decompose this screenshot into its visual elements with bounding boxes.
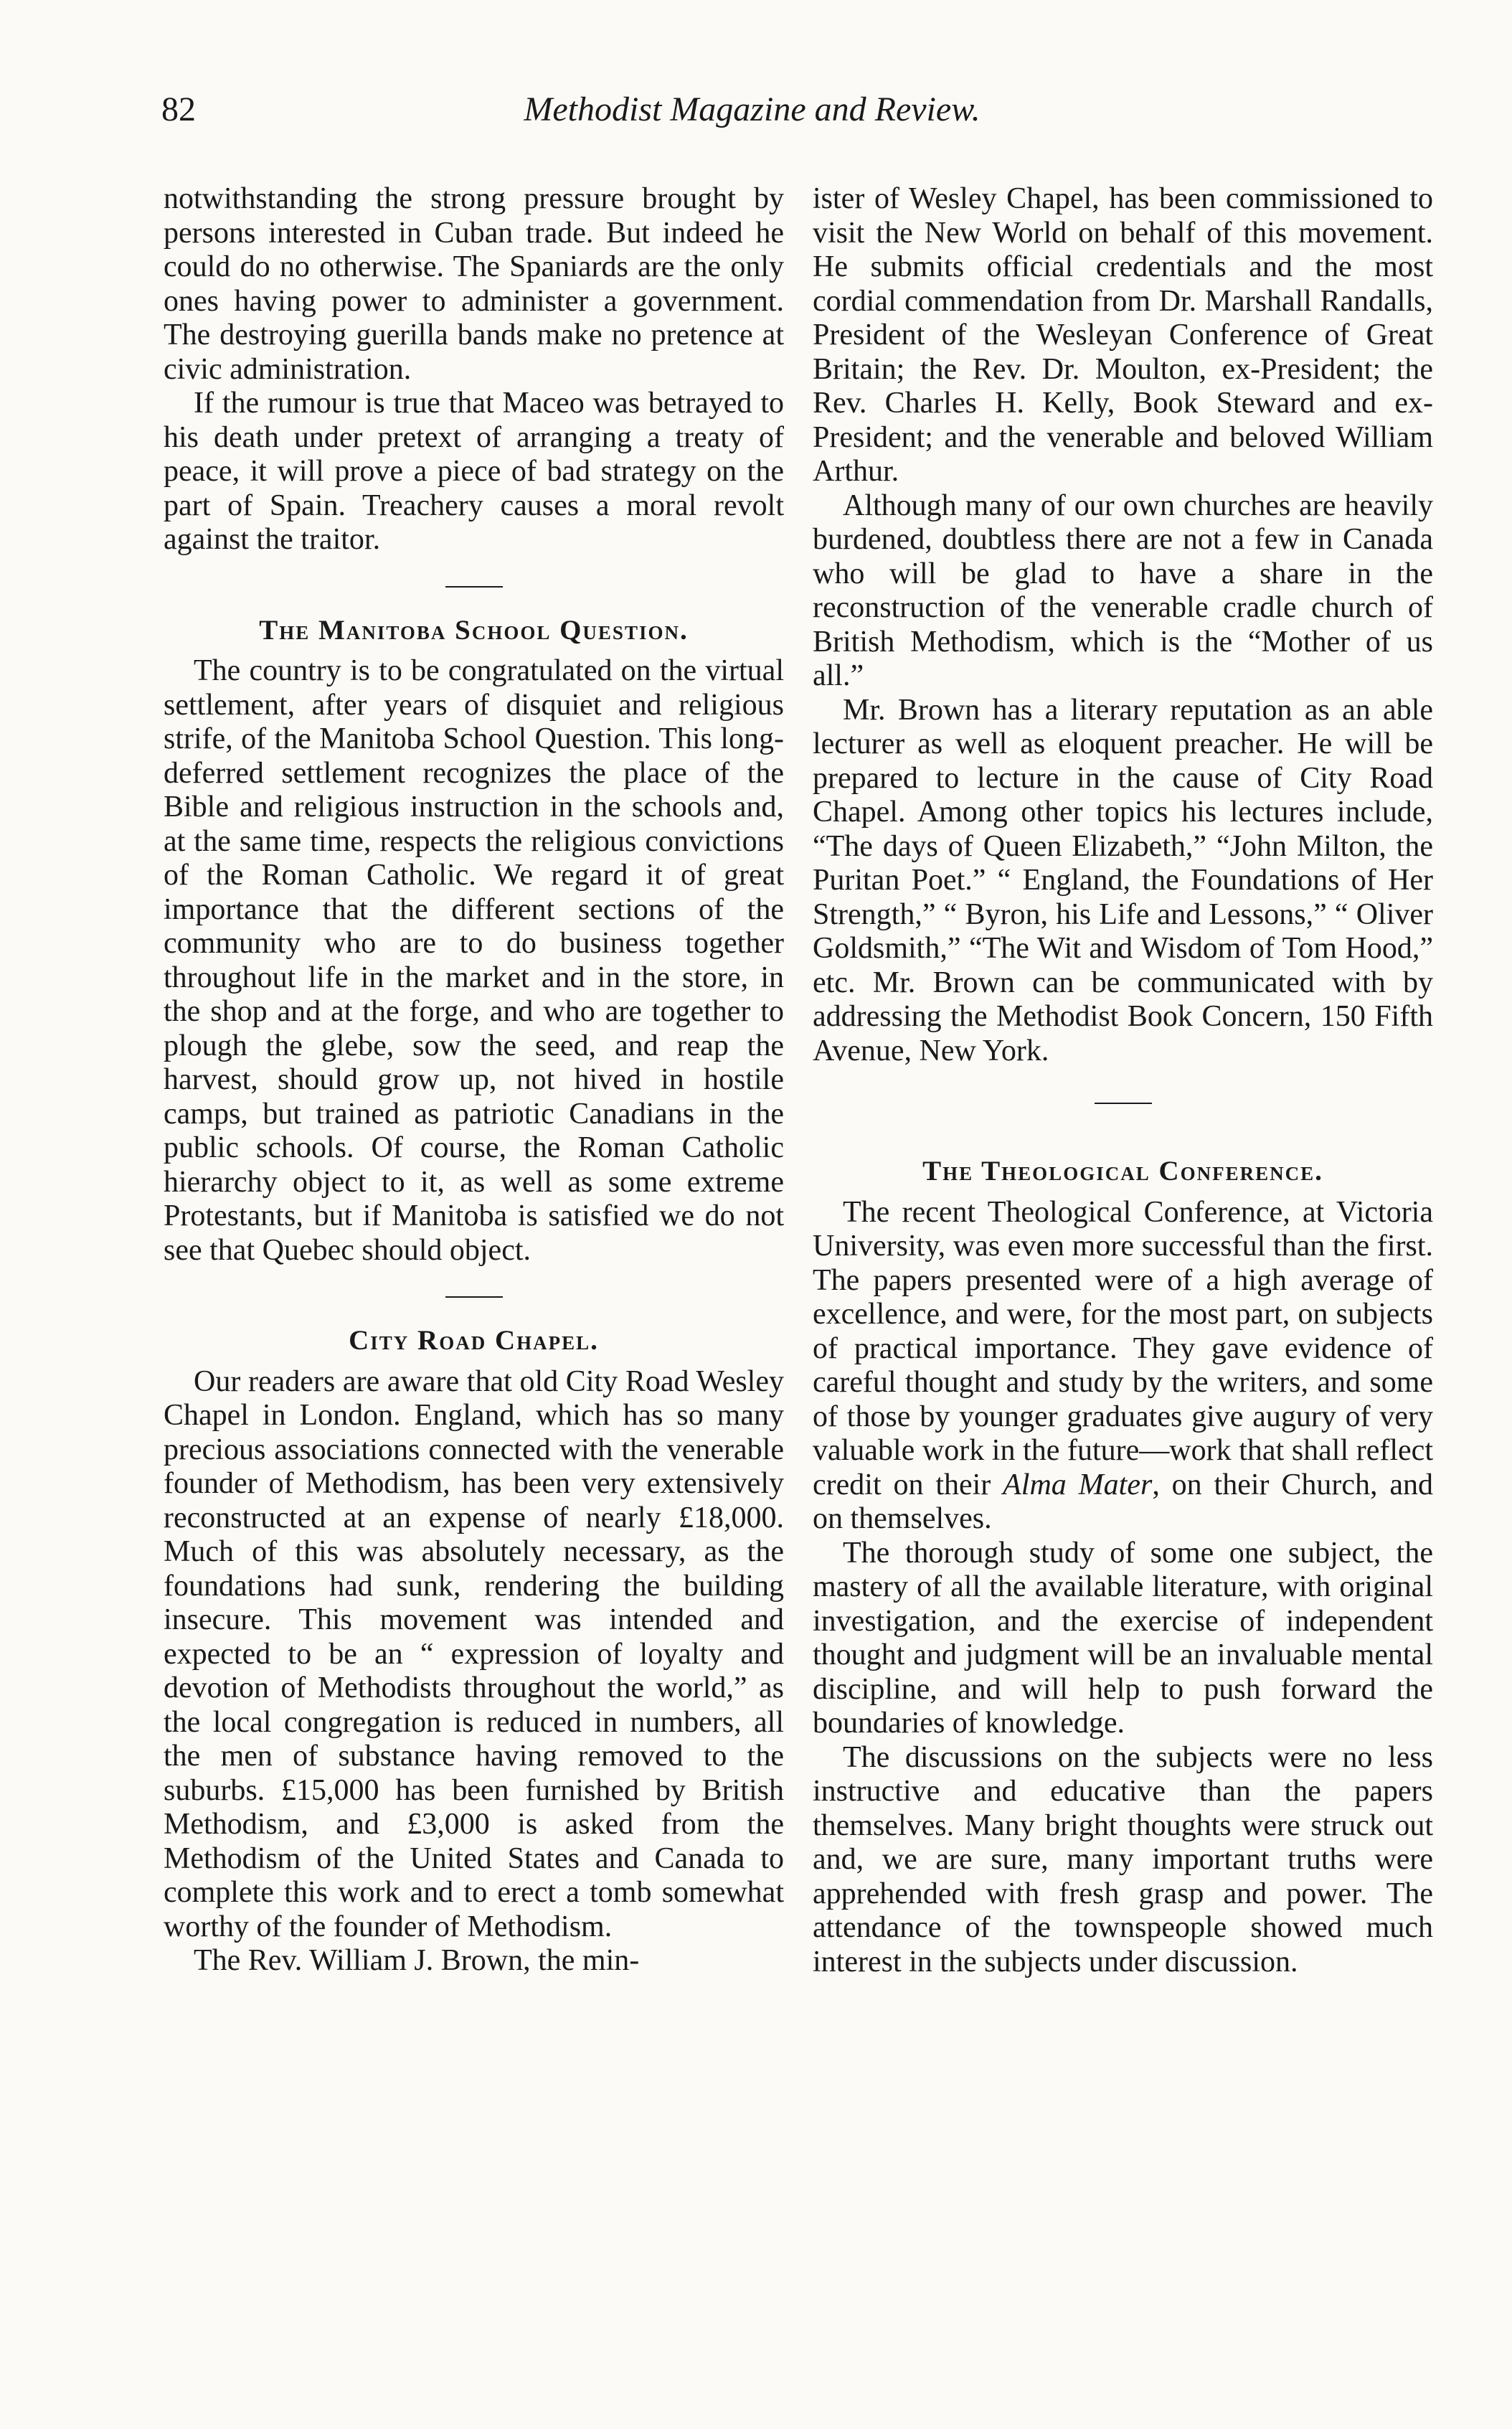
alma-mater-italic: Alma Mater: [1003, 1468, 1153, 1501]
paragraph-churches: Although many of our own churches are heavily burdened, doubtless there are not a few in Canada who will be glad to have a share in the reconstruction of the venerable cradle church of British Methodism, which is the “Mother of us all.”: [813, 489, 1433, 692]
paragraph-conference: [813, 1196, 1433, 1537]
section-divider: [1095, 1103, 1152, 1104]
paragraph-discussions: The discussions on the subjects were no less instructive and educative than the papers themselves. Many bright thoughts were struck out and, we are sure, many important truths were apprehended with fresh grasp and power. The attendance of the townspeople showed much interest in the subjects under discussion.: [813, 1740, 1433, 1978]
conference-text-b: , on their Church, and on themselves.: [813, 1468, 1433, 1535]
paragraph-lectures: Mr. Brown has a literary reputation as an able lecturer as well as eloquent preacher. He will be prepared to lecture in the cause of City Road Chapel. Among other topics his lectures include, “The days of Queen Elizabeth,” “John Milton, the Puritan Poet.” “ England, the Foundations of Her Strength,” “ Byron, his Life and Lessons,” “ Oliver Goldsmith,” “The Wit and Wisdom of Tom Hood,” etc. Mr. Brown can be communicated with by addressing the Methodist Book Concern, 150 Fifth Avenue, New York.: [813, 693, 1433, 1067]
paragraph-cuba-continued: notwithstanding the strong pressure brought by persons interested in Cuban trade. But indeed he could do no otherwise. The Spaniards are the only ones having power to administer a government. The destroying guerilla bands make no pretence at civic administration.: [164, 182, 784, 386]
heading-manitoba-school-question: The Manitoba School Question.: [259, 614, 689, 646]
right-column: [813, 182, 1433, 1979]
conference-text-a: The recent Theological Conference, at Victoria University, was even more successful than the first. The papers presented were of a high average of excellence, and were, for the most part, on subjects of practical importance. They gave evidence of careful thought and study by the writers, and some of those by younger graduates give augury of very valuable work in the future—work that shall reflect credit on their: [813, 1195, 1433, 1501]
heading-city-road-chapel: City Road Chapel.: [349, 1325, 599, 1356]
left-column: [164, 182, 784, 1978]
paragraph-manitoba: The country is to be congratulated on the virtual settlement, after years of disquiet and religious strife, of the Manitoba School Question. This long-deferred settlement recognizes the place of the Bible and religious instruction in the schools and, at the same time, respects the religious convictions of the Roman Catholic. We regard it of great importance that the different sections of the community who are to do business together throughout life in the market and in the store, in the shop and at the forge, and who are together to plough the glebe, sow the seed, and reap the harvest, should grow up, not hived in hostile camps, but trained as patriotic Canadians in the public schools. Of course, the Roman Catholic hierarchy object to it, as well as some extreme Protestants, but if Manitoba is satisfied we do not see that Quebec should object.: [164, 654, 784, 1267]
paragraph-maceo: If the rumour is true that Maceo was betrayed to his death under pretext of arranging a treaty of peace, it will prove a piece of bad strategy on the part of Spain. Treachery causes a moral revolt against the traitor.: [164, 387, 784, 556]
paragraph-brown-start: The Rev. William J. Brown, the min-: [194, 1944, 640, 1977]
page-number: 82: [161, 90, 196, 128]
running-head: [161, 85, 1343, 135]
section-divider: [445, 1296, 503, 1298]
heading-theological-conference: The Theological Conference.: [922, 1156, 1323, 1187]
paragraph-study: The thorough study of some one subject, the mastery of all the available literature, with original investigation, and the exercise of independent thought and judgment will be an invaluable mental discipline, and will help to push forward the boundaries of knowledge.: [813, 1536, 1433, 1740]
paragraph-city-road: Our readers are aware that old City Road Wesley Chapel in London. England, which has so many precious associations connected with the venerable founder of Methodism, has been very extensively reconstructed at an expense of nearly £18,000. Much of this was absolutely necessary, as the foundations had sunk, rendering the building insecure. This movement was intended and expected to be an “ expression of loyalty and devotion of Methodists throughout the world,” as the local congregation is reduced in numbers, all the men of substance having removed to the suburbs. £15,000 has been furnished by British Methodism, and £3,000 is asked from the Methodism of the United States and Canada to complete this work and to erect a tomb somewhat worthy of the founder of Methodism.: [164, 1364, 784, 1943]
journal-title: Methodist Magazine and Review.: [524, 90, 981, 128]
paragraph-brown-continued: ister of Wesley Chapel, has been commissioned to visit the New World on behalf of this movement. He submits official credentials and the most cordial commendation from Dr. Marshall Randalls, President of the Wesleyan Conference of Great Britain; the Rev. Dr. Moulton, ex-President; the Rev. Charles H. Kelly, Book Steward and ex-President; and the venerable and beloved William Arthur.: [813, 182, 1433, 488]
section-divider: [445, 586, 503, 588]
